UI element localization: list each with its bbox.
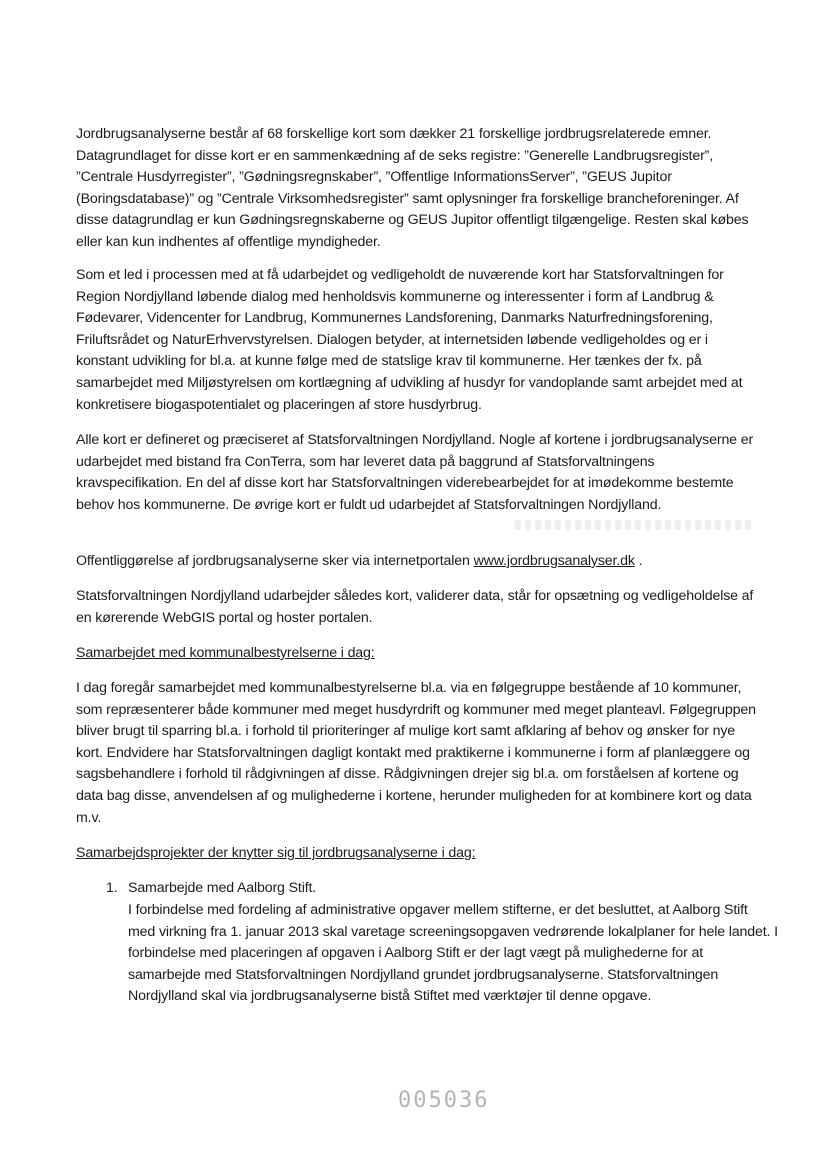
paragraph-tasks: Statsforvaltningen Nordjylland udarbejder således kort, validerer data, står for opsætning og vedligeholdelse af en kørerende WebGIS portal og hoster portalen. — [76, 588, 754, 626]
page-stamp: 005036 — [398, 1088, 490, 1113]
list-item-body: I forbindelse med fordeling af administrative opgaver mellem stifterne, er det besluttet, at Aalborg Stift med virkning fra 1. januar 2013 skal varetage screeningsopgaven vedrørende lokalplaner for hele landet. I forbindelse med placeringen af opgaven i Aalborg Stift er der lagt vægt på mulighederne for at samarbejde med Statsforvaltningen Nordjylland grundet jordbrugsanalyserne. Statsforvaltningen Nordjylland skal via jordbrugsanalyserne bistå Stiftet med værktøjer til denne opgave. — [128, 902, 778, 1005]
publication-suffix: . — [634, 553, 643, 569]
portal-link[interactable]: www.jordbrugsanalyser.dk — [473, 553, 635, 569]
heading-collaboration: Samarbejdet med kommunalbestyrelserne i dag: — [76, 645, 375, 661]
list-item-number: 1. — [106, 880, 118, 896]
paragraph-registers: Jordbrugsanalyserne består af 68 forskellige kort som dækker 21 forskellige jordbrugsrelaterede emner. Datagrundlaget for disse kort er en sammenkædning af de seks registre: ”Generelle Landbrugsregister”, ”Centrale Husdyrregister”, ”Gødningsregnskaber”, ”Offentlige InformationsServer”, ”GEUS Jupitor (Boringsdatabase)” og ”Centrale Virksomhedsregister” samt oplysninger fra forskellige brancheforeninger. Af disse datagrundlag er kun Gødningsregnskaberne og GEUS Jupitor offentligt tilgængelige. Resten skal købes eller kan kun indhentes af offentlige myndigheder. — [76, 126, 749, 250]
paragraph-dialogue: Som et led i processen med at få udarbejdet og vedligeholdt de nuværende kort har Statsforvaltningen for Region Nordjylland løbende dialog med henholdsvis kommunerne og interessenter i form af Landbrug & Fødevarer, Videncenter for Landbrug, Kommunernes Landsforening, Danmarks Naturfredningsforening, Friluftsrådet og NaturErhvervstyrelsen. Dialogen betyder, at internetsiden løbende vedligeholdes og er i konstant udvikling for bl.a. at kunne følge med de statslige krav til kommunerne. Her tænkes der fx. på samarbejdet med Miljøstyrelsen om kortlægning af udvikling af husdyr for vandoplande samt arbejdet med at konkretisere biogaspotentialet og placeringen af store husdyrbrug. — [76, 267, 743, 413]
list-item-title: Samarbejde med Aalborg Stift. — [128, 880, 317, 896]
paragraph-map-definition: Alle kort er defineret og præciseret af Statsforvaltningen Nordjylland. Nogle af kortene i jordbrugsanalyserne er udarbejdet med bistand fra ConTerra, som har leveret data på baggrund af Statsforvaltningens kravspecifikation. En del af disse kort har Statsforvaltningen viderebearbejdet for at imødekomme bestemte behov hos kommunerne. De øvrige kort er fuldt ud udarbejdet af Statsforvaltningen Nordjylland. — [76, 432, 754, 513]
paragraph-publication — [76, 551, 756, 573]
heading-projects: Samarbejdsprojekter der knytter sig til jordbrugsanalyserne i dag: — [76, 845, 476, 861]
scan-artifact — [515, 520, 755, 530]
publication-text: Offentliggørelse af jordbrugsanalyserne sker via internetportalen — [76, 553, 474, 569]
paragraph-collaboration: I dag foregår samarbejdet med kommunalbestyrelserne bl.a. via en følgegruppe bestående af 10 kommuner, som repræsenterer både kommuner med meget husdyrdrift og kommuner med meget planteavl. Følgegruppen bliver brugt til sparring bl.a. i forhold til prioriteringer af mulige kort samt afklaring af behov og ønsker for nye kort. Endvidere har Statsforvaltningen dagligt kontakt med praktikerne i kommunerne i form af planlæggere og sagsbehandlere i forhold til rådgivningen af disse. Rådgivningen drejer sig bl.a. om forståelsen af kortene og data bag disse, anvendelsen af og mulighederne i kortene, herunder muligheden for at kombinere kort og data m.v. — [76, 680, 756, 826]
